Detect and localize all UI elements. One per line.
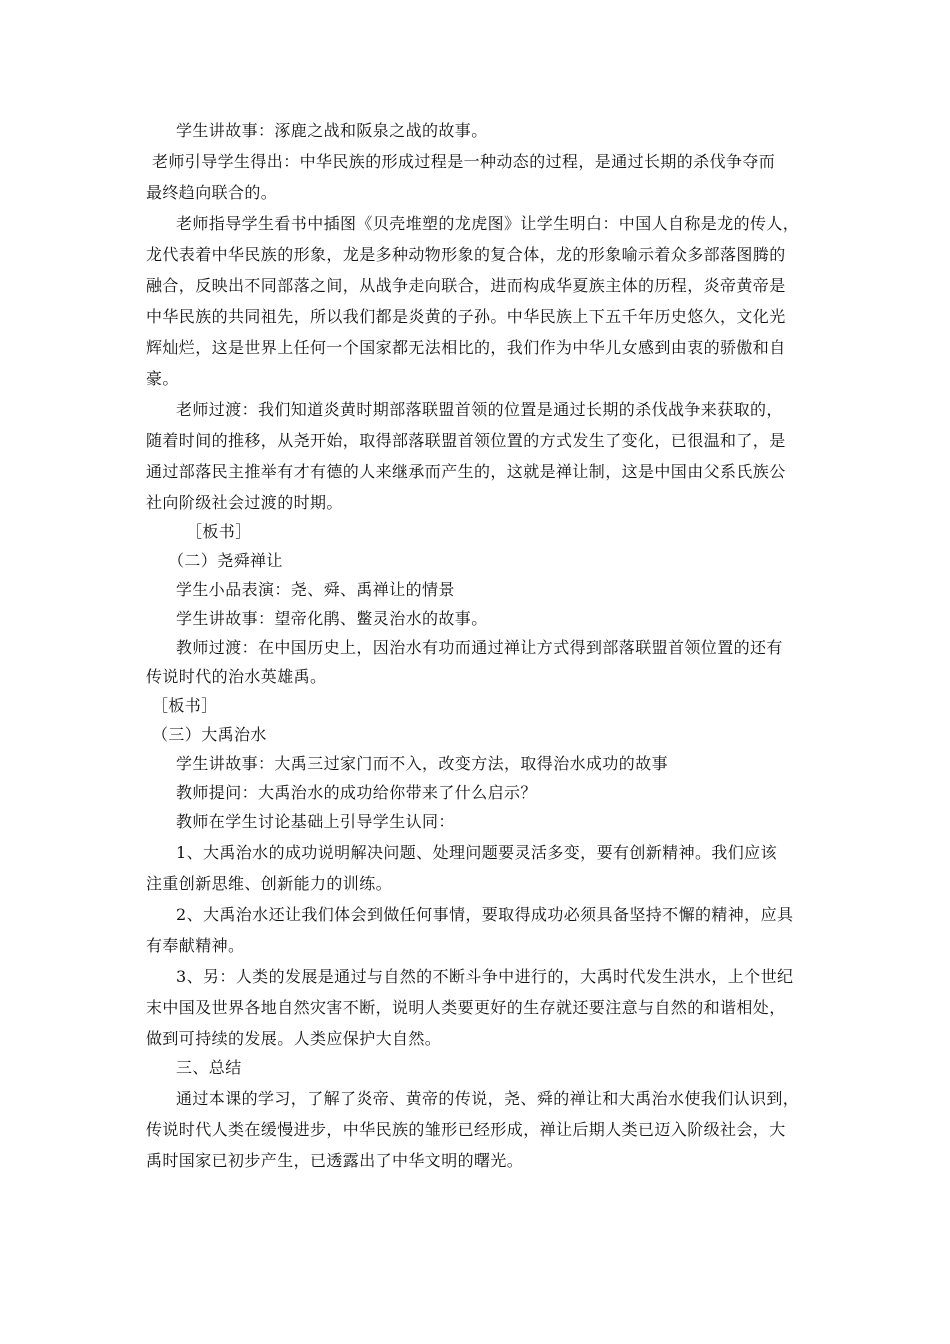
paragraph-line: 融合，反映出不同部落之间，从战争走向联合，进而构成华夏族主体的历程，炎帝黄帝是	[146, 276, 786, 295]
paragraph-line: 有奉献精神。	[146, 936, 245, 955]
paragraph-line: 学生讲故事：大禹三过家门而不入，改变方法，取得治水成功的故事	[176, 754, 669, 773]
paragraph-line: 通过本课的学习，了解了炎帝、黄帝的传说，尧、舜的禅让和大禹治水使我们认识到，	[176, 1089, 800, 1108]
paragraph-line: 教师提问：大禹治水的成功给你带来了什么启示？	[176, 783, 537, 802]
section-heading: （二）尧舜禅让	[168, 551, 283, 570]
paragraph-line: 1、大禹治水的成功说明解决问题、处理问题要灵活多变，要有创新精神。我们应该	[176, 843, 777, 862]
paragraph-line: 教师在学生讨论基础上引导学生认同：	[176, 812, 455, 831]
paragraph-line: 传说时代人类在缓慢进步，中华民族的雏形已经形成，禅让后期人类已迈入阶级社会，大	[146, 1120, 786, 1139]
paragraph-line: 最终趋向联合的。	[146, 183, 278, 202]
paragraph-line: 通过部落民主推举有才有德的人来继承而产生的，这就是禅让制，这是中国由父系氏族公	[146, 462, 786, 481]
paragraph-line: 传说时代的治水英雄禹。	[146, 667, 327, 686]
paragraph-line: 随着时间的推移，从尧开始，取得部落联盟首领位置的方式发生了变化，已很温和了，是	[146, 431, 786, 450]
paragraph-line: 豪。	[146, 369, 179, 388]
paragraph-line: 2、大禹治水还让我们体会到做任何事情，要取得成功必须具备坚持不懈的精神，应具	[176, 905, 794, 924]
paragraph-line: 教师过渡：在中国历史上，因治水有功而通过禅让方式得到部落联盟首领位置的还有	[176, 638, 783, 657]
blackboard-heading: ［板书］	[186, 522, 252, 541]
paragraph-line: 学生小品表演：尧、舜、禹禅让的情景	[176, 580, 455, 599]
paragraph-line: 老师引导学生得出：中华民族的形成过程是一种动态的过程，是通过长期的杀伐争夺而	[152, 152, 776, 171]
paragraph-line: 做到可持续的发展。人类应保护大自然。	[146, 1029, 442, 1048]
paragraph-line: 龙代表着中华民族的形象，龙是多种动物形象的复合体，龙的形象喻示着众多部落图腾的	[146, 245, 786, 264]
section-heading: 三、总结	[176, 1058, 242, 1077]
paragraph-line: 辉灿烂，这是世界上任何一个国家都无法相比的，我们作为中华儿女感到由衷的骄傲和自	[146, 338, 786, 357]
paragraph-line: 老师过渡：我们知道炎黄时期部落联盟首领的位置是通过长期的杀伐战争来获取的，	[176, 400, 783, 419]
paragraph-line: 末中国及世界各地自然灾害不断，说明人类要更好的生存就还要注意与自然的和谐相处，	[146, 998, 786, 1017]
paragraph-line: 3、另：人类的发展是通过与自然的不断斗争中进行的，大禹时代发生洪水，上个世纪	[176, 967, 794, 986]
paragraph-line: 学生讲故事：望帝化鹃、鳖灵治水的故事。	[176, 609, 488, 628]
paragraph-line: 中华民族的共同祖先，所以我们都是炎黄的子孙。中华民族上下五千年历史悠久，文化光	[146, 307, 786, 326]
paragraph-line: 学生讲故事：涿鹿之战和阪泉之战的故事。	[176, 121, 488, 140]
paragraph-line: 老师指导学生看书中插图《贝壳堆塑的龙虎图》让学生明白：中国人自称是龙的传人，	[176, 214, 800, 233]
paragraph-line: 注重创新思维、创新能力的训练。	[146, 874, 393, 893]
paragraph-line: 社向阶级社会过渡的时期。	[146, 493, 343, 512]
paragraph-line: 禹时国家已初步产生，已透露出了中华文明的曙光。	[146, 1151, 524, 1170]
section-heading: （三）大禹治水	[152, 725, 267, 744]
blackboard-heading: ［板书］	[152, 696, 218, 715]
